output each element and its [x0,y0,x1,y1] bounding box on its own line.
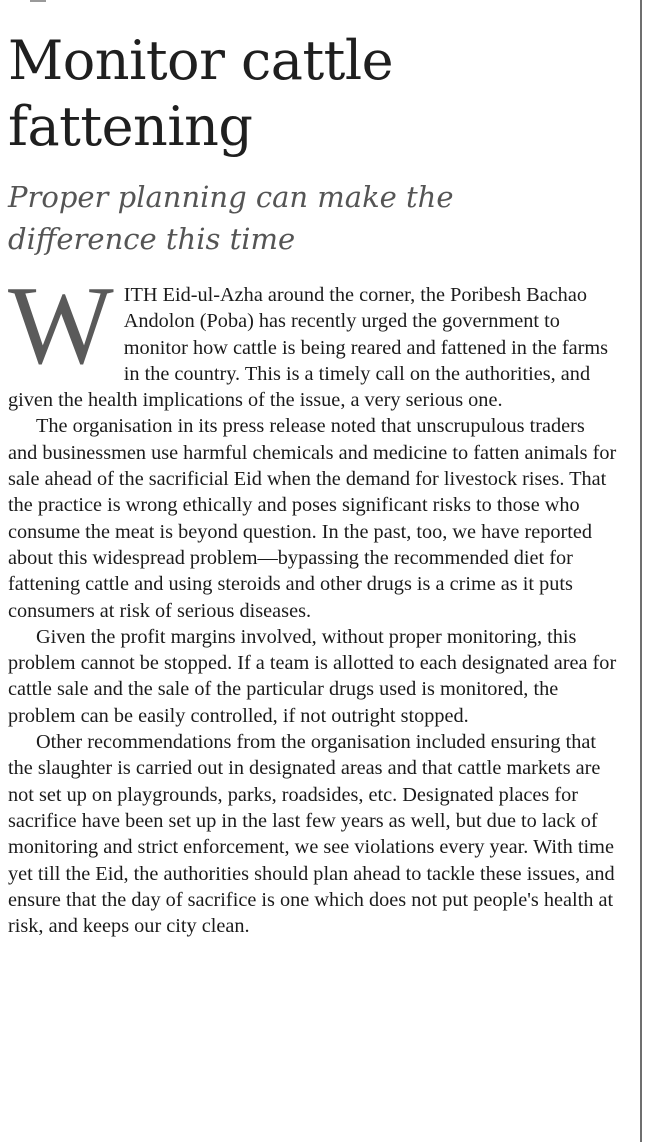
top-edge-mark [30,0,46,2]
paragraph-3: Given the profit margins involved, without proper monitoring, this problem cannot be stopped. If a team is allotted to each designated area for cattle sale and the sale of the particular drugs used is monitored, the problem can be easily controlled, if not outright stopped. [8,625,617,727]
headline: Monitor cattle fattening [8,29,394,158]
drop-cap: W [8,264,114,388]
column-rule [640,0,642,1142]
article-body [8,264,618,939]
paragraph-4: Other recommendations from the organisation included ensuring that the slaughter is carried out in designated areas and that cattle markets are not set up on playgrounds, parks, roadsides, etc. Designated places for sacrifice have been set up in the last few years as well, but due to lack of monitoring and strict enforcement, we see violations every year. With time yet till the Eid, the authorities should plan ahead to tackle these issues, and ensure that the day of sacrifice is one which does not put people's health at risk, and keeps our city clean. [8,731,615,938]
paragraph-1-lead: ITH [123,284,158,306]
paragraph-1-text: Eid-ul-Azha around the corner, the Poribesh Bachao Andolon (Poba) has recently urged the government to monitor how cattle is being reared and fattened in the farms in the country. This is a timely call on the authorities, and given the health implications of the issue, a very serious one. [8,284,609,412]
paragraph-2: The organisation in its press release noted that unscrupulous traders and businessmen use harmful chemicals and medicine to fatten animals for sale ahead of the sacrificial Eid when the demand for livestock rises. That the practice is wrong ethically and poses significant risks to those who consume the meat is beyond question. In the past, too, we have reported about this widespread problem—bypassing the recommended diet for fattening cattle and using steroids and other drugs is a crime as it puts consumers at risk of serious diseases. [8,415,617,622]
paragraph-1 [8,264,618,413]
subheadline: Proper planning can make the difference this time [8,180,454,256]
